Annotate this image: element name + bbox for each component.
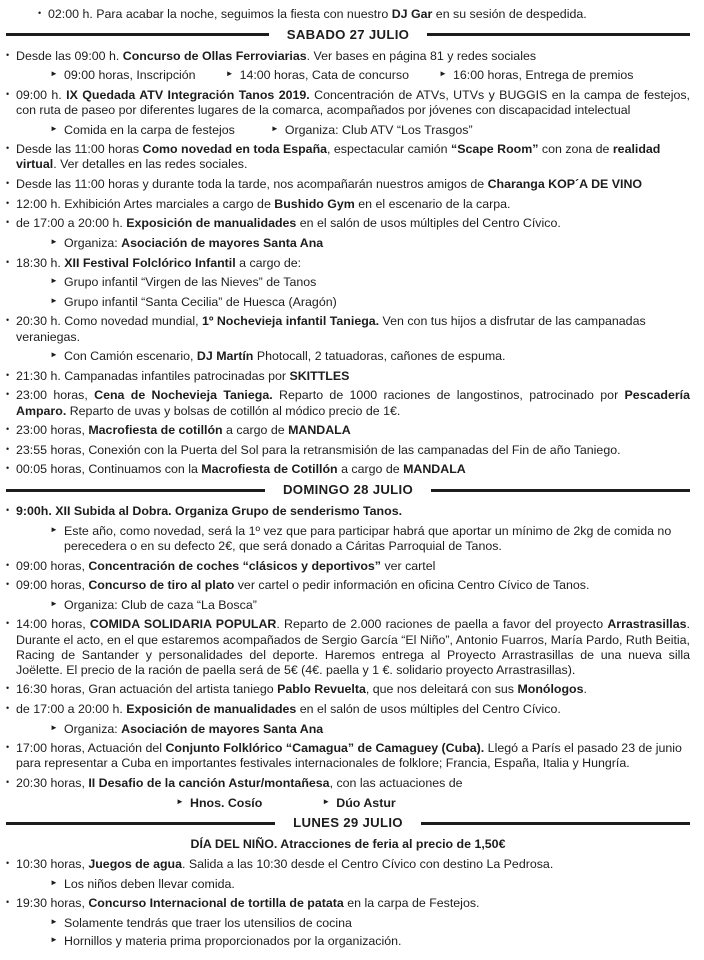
arrow-icon: ► (50, 916, 58, 926)
bullet-icon: • (6, 463, 10, 474)
text-run: Solamente tendrás que traer los utensilios de cocina (64, 915, 352, 930)
event-item (6, 578, 690, 593)
section-title: DOMINGO 28 JULIO (282, 482, 414, 498)
bullet-icon: • (6, 217, 10, 228)
text-run: DÍA DEL NIÑO. Atracciones de feria al precio de 1,50€ (190, 837, 506, 852)
event-subitem (50, 68, 196, 83)
bullet-icon: • (6, 88, 10, 99)
text-run: 09:00 horas, (16, 578, 89, 593)
text-run: 1º Nochevieja infantil Taniega. (201, 314, 380, 329)
event-subitem (176, 796, 262, 811)
text-run: Asociación de mayores Santa Ana (121, 235, 324, 250)
text-run: 19:30 horas, (16, 896, 89, 911)
text-run: en el escenario de la carpa. (354, 196, 511, 211)
section-rule-right (427, 33, 690, 36)
section-rule-right (421, 822, 690, 825)
text-run: Organiza: (64, 235, 122, 250)
bullet-icon: • (6, 703, 10, 714)
section-header (6, 482, 690, 498)
event-subitem (6, 275, 690, 290)
section-title: LUNES 29 JULIO (293, 815, 403, 831)
text-run: a cargo de (222, 423, 289, 438)
text-run: Asociación de mayores Santa Ana (121, 721, 324, 736)
text-run: Concentración de coches “clásicos y deportivos” (88, 558, 381, 573)
text-run: , espectacular camión (327, 142, 451, 157)
text-run: 09:00 horas, (16, 558, 89, 573)
arrow-icon: ► (50, 598, 58, 608)
text-run: SKITTLES (289, 368, 350, 383)
text-run: II Desafio de la canción Astur/montañesa (88, 776, 330, 791)
text-run: de 17:00 a 20:00 h. (16, 702, 127, 717)
text-run: 16:00 horas, Entrega de premios (453, 68, 634, 83)
text-run: Como novedad en toda España (142, 142, 328, 157)
text-run: . Salida a las 10:30 desde el Centro Cívico con destino La Pedrosa. (182, 857, 554, 872)
bullet-icon: • (6, 618, 10, 629)
event-item (6, 896, 690, 911)
section-rule-left (6, 489, 265, 492)
event-subitem (439, 68, 633, 83)
arrow-icon: ► (50, 934, 58, 944)
text-run: de 17:00 a 20:00 h. (16, 216, 127, 231)
text-run: con zona de (538, 142, 613, 157)
event-item (6, 682, 690, 697)
arrow-icon: ► (439, 69, 447, 79)
event-item (6, 369, 690, 384)
event-item (6, 216, 690, 231)
text-run: . Durante el acto, en el que estaremos acompañados de Sergio García “El Niño”, Antonio Fuarros, María Pardo, Ruth Beitia, Racing de Santander y personalidades del deporte. Haremos entrega al Proyecto Arrastrasillas de una nueva silla Joëlette. El precio de la ración de paella será de 5€ (4€. paella y 1 €. solidario proyecto Arrastrasillas). (16, 617, 690, 677)
text-run: 23:55 horas, Conexión con la Puerta del Sol para la retransmisión de las campanadas del Fin de año Taniego. (16, 442, 621, 457)
arrow-icon: ► (322, 796, 331, 806)
text-run: Organiza: Club de caza “La Bosca” (64, 597, 257, 612)
text-run: 14:00 horas, (16, 617, 90, 632)
bullet-icon: • (6, 369, 10, 380)
bullet-icon: • (6, 197, 10, 208)
text-run: 14:00 horas, Cata de concurso (239, 68, 410, 83)
text-run: 00:05 horas, Continuamos con la (16, 462, 202, 477)
text-run: a cargo de: (235, 255, 302, 270)
bullet-icon: • (6, 49, 10, 60)
bullet-icon: • (6, 178, 10, 189)
arrow-icon: ► (50, 722, 58, 732)
text-run: Concurso de tiro al plato (88, 578, 235, 593)
event-subitem (6, 598, 690, 613)
text-run: “Scape Room” (451, 142, 539, 157)
text-run: Hnos. Cosío (190, 795, 263, 810)
event-subitem (6, 934, 690, 949)
text-run: 21:30 h. Campanadas infantiles patrocinadas por (16, 368, 290, 383)
text-run: , que nos deleitará con sus (365, 682, 518, 697)
bullet-icon: • (6, 683, 10, 694)
section-rule-left (6, 33, 269, 36)
arrow-icon: ► (270, 123, 279, 133)
text-run: 20:30 horas, (16, 776, 89, 791)
event-item (6, 256, 690, 271)
event-item (6, 559, 690, 574)
text-run: 23:00 horas, (16, 388, 95, 403)
text-run: 23:00 horas, (16, 423, 89, 438)
arrow-icon: ► (50, 69, 58, 79)
text-run: MANDALA (288, 423, 351, 438)
text-run: Bushido Gym (274, 196, 355, 211)
text-run: 09:00 h. (16, 87, 67, 102)
text-run: Con Camión escenario, (64, 349, 197, 364)
event-item (6, 388, 690, 418)
bullet-icon: • (6, 742, 10, 753)
section-header (6, 815, 690, 831)
event-subitem-row (6, 68, 690, 83)
text-run: Exposición de manualidades (126, 702, 297, 717)
text-run: Cena de Nochevieja Taniega. (94, 388, 273, 403)
event-subitem (50, 123, 235, 138)
text-run: Grupo infantil “Virgen de las Nieves” de Tanos (64, 275, 317, 290)
text-run: 09:00 horas, Inscripción (64, 68, 196, 83)
text-run: en el salón de usos múltiples del Centro Cívico. (296, 216, 561, 231)
text-run: DJ Gar (391, 7, 433, 21)
text-run: Reparto de uvas y bolsas de cotillón al módico precio de 1€. (66, 403, 401, 418)
event-item (6, 88, 690, 118)
arrow-icon: ► (50, 123, 58, 133)
bullet-icon: • (6, 505, 10, 516)
event-item (6, 617, 690, 678)
text-run: 17:00 horas, Actuación del (16, 741, 166, 756)
day-subtitle (6, 837, 690, 852)
text-run: ver cartel o pedir información en oficina Centro Cívico de Tanos. (234, 578, 590, 593)
text-run: 9:00h. XII Subida al Dobra. Organiza Grupo de senderismo Tanos. (16, 504, 403, 519)
event-item (6, 177, 690, 192)
text-run: Pescadería Amparo. (16, 388, 690, 418)
text-run: . (583, 682, 587, 697)
text-run: Hornillos y materia prima proporcionados por la organización. (64, 933, 402, 948)
section-rule-right (431, 489, 690, 492)
arrow-icon: ► (225, 69, 234, 79)
text-run: Organiza: (64, 721, 122, 736)
event-item (6, 462, 690, 477)
bullet-icon: • (38, 8, 42, 18)
text-run: Monólogos (517, 682, 584, 697)
section-title: SABADO 27 JULIO (286, 26, 410, 42)
text-run: Los niños deben llevar comida. (64, 876, 235, 891)
event-item (6, 443, 690, 458)
text-run: Arrastrasillas (607, 617, 687, 632)
text-run: Desde las 11:00 horas y durante toda la tarde, nos acompañarán nuestros amigos de (16, 177, 488, 192)
event-item (6, 702, 690, 717)
text-run: . Reparto de 2.000 raciones de paella a favor del proyecto (276, 617, 608, 632)
text-run: Juegos de agua (88, 857, 182, 872)
text-run: Organiza: Club ATV “Los Trasgos” (284, 122, 473, 137)
text-run: Llegó a París el pasado 23 de junio para representar a Cuba en importantes festivales internacionales de folklore; Francia, España, Italia y Hungría. (16, 741, 682, 771)
text-run: . Ver detalles en las redes sociales. (53, 157, 248, 172)
event-item (6, 49, 690, 64)
text-run: Charanga KOP´A DE VINO (487, 177, 643, 192)
event-subitem (6, 524, 690, 554)
text-run: Concurso Internacional de tortilla de patata (88, 896, 344, 911)
text-run: 02:00 h. Para acabar la noche, seguimos la fiesta con nuestro (48, 7, 392, 21)
event-subitem (6, 877, 690, 892)
text-run: Grupo infantil “Santa Cecilia” de Huesca (Aragón) (64, 294, 337, 309)
event-subitem (6, 295, 690, 310)
text-run: Photocall, 2 tatuadoras, cañones de espuma. (253, 349, 506, 364)
bullet-icon: • (6, 858, 10, 869)
event-item (6, 7, 690, 22)
text-run: MANDALA (403, 462, 466, 477)
text-run: COMIDA SOLIDARIA POPULAR (89, 617, 277, 632)
event-subitem (6, 349, 690, 364)
text-run: Desde las 09:00 h. (16, 48, 123, 63)
text-run: Dúo Astur (336, 795, 396, 810)
bullet-icon: • (6, 143, 10, 154)
event-subitem (6, 722, 690, 737)
text-run: Concurso de Ollas Ferroviarias (122, 48, 307, 63)
text-run: Macrofiesta de cotillón (88, 423, 223, 438)
section-rule-left (6, 822, 275, 825)
text-run: DJ Martín (196, 349, 254, 364)
bullet-icon: • (6, 443, 10, 454)
arrow-icon: ► (50, 276, 58, 286)
text-run: 20:30 h. Como novedad mundial, (16, 314, 202, 329)
arrow-icon: ► (50, 524, 58, 534)
event-item (6, 423, 690, 438)
text-run: Concentración de ATVs, UTVs y BUGGIS en la campa de festejos, con ruta de paseo por diferentes lugares de la comarca, acompañados por jóvenes con discapacidad intelectual (16, 87, 690, 118)
text-run: ver cartel (381, 558, 436, 573)
event-item (6, 142, 690, 172)
arrow-icon: ► (50, 350, 58, 360)
text-run: 10:30 horas, (16, 857, 89, 872)
arrow-icon: ► (50, 877, 58, 887)
event-item (6, 314, 690, 344)
text-run: Macrofiesta de Cotillón (201, 462, 338, 477)
text-run: 18:30 h. (16, 255, 65, 270)
event-item (6, 197, 690, 212)
bullet-icon: • (6, 315, 10, 326)
event-subitem (6, 916, 690, 931)
bullet-icon: • (6, 256, 10, 267)
event-subitem (226, 68, 409, 83)
text-run: en la carpa de Festejos. (343, 896, 480, 911)
text-run: Ven con tus hijos a disfrutar de las campanadas veraniegas. (16, 314, 646, 344)
bullet-icon: • (6, 424, 10, 435)
event-item (6, 857, 690, 872)
text-run: en el salón de usos múltiples del Centro Cívico. (296, 702, 561, 717)
text-run: en su sesión de despedida. (432, 7, 587, 21)
text-run: 12:00 h. Exhibición Artes marciales a cargo de (16, 196, 275, 211)
event-subitem (6, 236, 690, 251)
event-subitem-row (6, 796, 690, 811)
text-run: realidad virtual (16, 142, 661, 172)
bullet-icon: • (6, 389, 10, 400)
text-run: IX Quedada ATV Integración Tanos 2019. (66, 87, 310, 102)
text-run: XII Festival Folclórico Infantil (64, 255, 236, 270)
section-header (6, 27, 690, 43)
event-item (6, 504, 690, 519)
event-item (6, 741, 690, 771)
text-run: Este año, como novedad, será la 1º vez que para participar habrá que aportar un mínimo de 2kg de comida no perecedera o en su defecto 2€, que será donado a Cáritas Parroquial de Tanos. (64, 523, 672, 553)
bullet-icon: • (6, 897, 10, 908)
text-run: Conjunto Folklórico “Camagua” de Camaguey (Cuba). (165, 741, 485, 756)
text-run: Comida en la carpa de festejos (64, 122, 235, 137)
text-run: Desde las 11:00 horas (16, 142, 143, 157)
text-run: a cargo de (337, 462, 404, 477)
event-item (6, 776, 690, 791)
bullet-icon: • (6, 579, 10, 590)
bullet-icon: • (6, 777, 10, 788)
text-run: 16:30 horas, Gran actuación del artista taniego (16, 682, 278, 697)
event-subitem (322, 796, 395, 811)
text-run: , con las actuaciones de (329, 776, 463, 791)
event-subitem (271, 123, 473, 138)
text-run: Exposición de manualidades (126, 216, 297, 231)
text-run: . Ver bases en página 81 y redes sociales (306, 48, 537, 63)
arrow-icon: ► (176, 796, 184, 806)
arrow-icon: ► (50, 236, 58, 246)
event-subitem-row (6, 123, 690, 138)
text-run: Reparto de 1000 raciones de langostinos, patrocinado por (272, 388, 625, 403)
text-run: Pablo Revuelta (277, 682, 366, 697)
arrow-icon: ► (50, 295, 58, 305)
bullet-icon: • (6, 559, 10, 570)
